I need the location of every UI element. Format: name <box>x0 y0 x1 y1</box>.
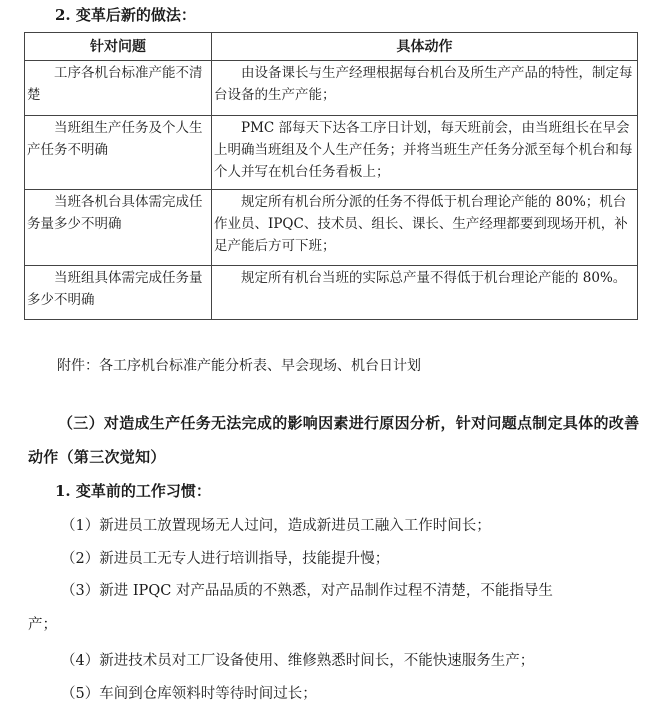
subheading-before-habits: 1. 变革前的工作习惯： <box>55 482 211 500</box>
table-row <box>25 266 638 320</box>
action-cell: 由设备课长与生产经理根据每台机台及所生产产品的特性，制定每台设备的生产产能； <box>212 61 638 116</box>
table-header-row <box>25 33 638 61</box>
action-cell: 规定所有机台所分派的任务不得低于机台理论产能的 80%；机台作业员、IPQC、技术员、组长、课长、生产经理都要到现场开机，补足产能后方可下班； <box>212 190 638 266</box>
section-3-title: （三）对造成生产任务无法完成的影响因素进行原因分析，针对问题点制定具体的改善动作（第三次觉知） <box>28 414 640 466</box>
issue-cell: 工序各机台标准产能不清楚 <box>25 61 212 116</box>
action-cell: 规定所有机台当班的实际总产量不得低于机台理论产能的 80%。 <box>212 266 638 320</box>
list-item: （2）新进员工无专人进行培训指导，技能提升慢； <box>61 551 390 567</box>
table-row <box>25 190 638 266</box>
list-item-continuation: 产； <box>28 617 57 633</box>
list-item: （4）新进技术员对工厂设备使用、维修熟悉时间长，不能快速服务生产； <box>61 653 535 669</box>
change-plan-table <box>24 32 638 320</box>
list-item: （1）新进员工放置现场无人过问，造成新进员工融入工作时间长； <box>61 518 491 534</box>
issue-cell: 当班组具体需完成任务量多少不明确 <box>25 266 212 320</box>
attachment-note: 附件：各工序机台标准产能分析表、早会现场、机台日计划 <box>57 358 421 374</box>
table-row <box>25 61 638 116</box>
issue-cell: 当班各机台具体需完成任务量多少不明确 <box>25 190 212 266</box>
list-item: （5）车间到仓库领料时等待时间过长； <box>61 686 317 702</box>
issue-cell: 当班组生产任务及个人生产任务不明确 <box>25 116 212 190</box>
list-item: （3）新进 IPQC 对产品品质的不熟悉，对产品制作过程不清楚，不能指导生 <box>61 583 553 599</box>
header-issue: 针对问题 <box>25 33 212 61</box>
table-row <box>25 116 638 190</box>
header-action: 具体动作 <box>212 33 638 61</box>
action-cell: PMC 部每天下达各工序日计划，每天班前会，由当班组长在早会上明确当班组及个人生产任务；并将当班生产任务分派至每个机台和每个人并写在机台任务看板上； <box>212 116 638 190</box>
section-heading: 2. 变革后新的做法： <box>55 6 196 24</box>
